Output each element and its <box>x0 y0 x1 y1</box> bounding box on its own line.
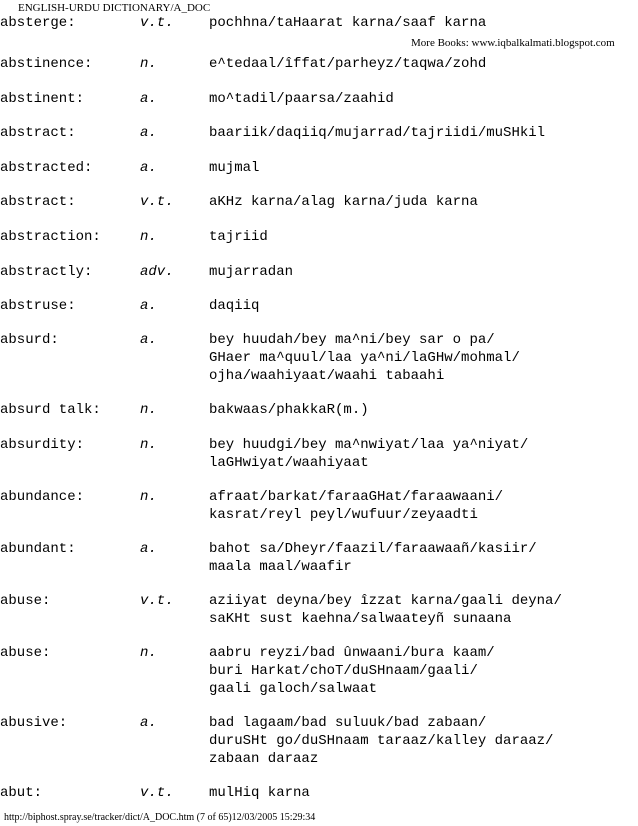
entry-part-of-speech: v.t. <box>140 785 174 801</box>
entry-meaning-line: pochhna/taHaarat karna/saaf karna <box>209 15 487 31</box>
entry-headword: abstraction: <box>0 229 101 245</box>
entry-part-of-speech: n. <box>140 437 157 453</box>
entry-headword: abstracted: <box>0 160 93 176</box>
entry-meaning-line: ojha/waahiyaat/waahi tabaahi <box>209 368 445 384</box>
page-footer-url: http://biphost.spray.se/tracker/dict/A_DOC.htm (7 of 65)12/03/2005 15:29:34 <box>4 812 316 823</box>
entry-part-of-speech: n. <box>140 402 157 418</box>
entry-meaning-line: saKHt sust kaehna/salwaateyñ sunaana <box>209 611 512 627</box>
entry-meaning <box>209 331 520 385</box>
entry-meaning-line: bad lagaam/bad suluuk/bad zabaan/ <box>209 715 487 731</box>
entry-meaning-line: GHaer ma^quul/laa ya^ni/laGHw/mohmal/ <box>209 350 520 366</box>
entry-headword: abstinence: <box>0 56 93 72</box>
entry-part-of-speech: a. <box>140 298 157 314</box>
entry-meaning <box>209 55 486 73</box>
promo-link-text: More Books: www.iqbalkalmati.blogspot.com <box>411 37 615 49</box>
entry-meaning <box>209 540 537 576</box>
entry-part-of-speech: n. <box>140 489 157 505</box>
entry-part-of-speech: n. <box>140 645 157 661</box>
entry-headword: abstractly: <box>0 264 93 280</box>
entry-meaning-line: duruSHt go/duSHnaam taraaz/kalley daraaz/ <box>209 733 554 749</box>
entry-headword: absurd talk: <box>0 402 101 418</box>
entry-headword: absterge: <box>0 15 76 31</box>
entry-meaning-line: bey huudah/bey ma^ni/bey sar o pa/ <box>209 332 495 348</box>
entry-part-of-speech: a. <box>140 541 157 557</box>
entry-meaning <box>209 90 394 108</box>
entry-meaning-line: aabru reyzi/bad ûnwaani/bura kaam/ <box>209 645 495 661</box>
entry-meaning-line: aKHz karna/alag karna/juda karna <box>209 194 478 210</box>
entry-headword: abuse: <box>0 593 51 609</box>
entry-headword: absurd: <box>0 332 59 348</box>
entry-headword: abstract: <box>0 194 76 210</box>
entry-meaning <box>209 14 486 32</box>
entry-meaning <box>209 159 259 177</box>
entry-headword: abundant: <box>0 541 76 557</box>
entry-meaning-line: tajriid <box>209 229 268 245</box>
entry-meaning <box>209 193 478 211</box>
entry-part-of-speech: n. <box>140 56 157 72</box>
entry-meaning-line: buri Harkat/choT/duSHnaam/gaali/ <box>209 663 478 679</box>
entry-meaning <box>209 124 545 142</box>
entry-part-of-speech: a. <box>140 91 157 107</box>
entry-part-of-speech: a. <box>140 715 157 731</box>
entry-part-of-speech: v.t. <box>140 593 174 609</box>
entry-meaning-line: baariik/daqiiq/mujarrad/tajriidi/muSHkil <box>209 125 546 141</box>
entry-meaning <box>209 297 259 315</box>
entry-headword: abstinent: <box>0 91 85 107</box>
entry-meaning-line: maala maal/waafir <box>209 559 352 575</box>
entry-meaning <box>209 488 503 524</box>
entry-part-of-speech: a. <box>140 160 157 176</box>
entry-part-of-speech: v.t. <box>140 15 174 31</box>
entry-headword: abundance: <box>0 489 85 505</box>
entry-meaning-line: mujarradan <box>209 264 294 280</box>
entry-part-of-speech: v.t. <box>140 194 174 210</box>
entry-meaning <box>209 228 268 246</box>
entry-meaning-line: afraat/barkat/faraaGHat/faraawaani/ <box>209 489 504 505</box>
entry-headword: abusive: <box>0 715 68 731</box>
entry-meaning-line: e^tedaal/îffat/parheyz/taqwa/zohd <box>209 56 487 72</box>
entry-meaning <box>209 436 528 472</box>
entry-meaning <box>209 592 562 628</box>
entry-meaning-line: zabaan daraaz <box>209 751 319 767</box>
entry-meaning-line: kasrat/reyl peyl/wufuur/zeyaadti <box>209 507 478 523</box>
entry-meaning-line: gaali galoch/salwaat <box>209 681 378 697</box>
entry-meaning-line: bahot sa/Dheyr/faazil/faraawaañ/kasiir/ <box>209 541 537 557</box>
entry-meaning-line: laGHwiyat/waahiyaat <box>209 455 369 471</box>
entry-headword: abuse: <box>0 645 51 661</box>
entry-meaning <box>209 263 293 281</box>
document-header-title: ENGLISH-URDU DICTIONARY/A_DOC <box>18 2 211 14</box>
entry-part-of-speech: adv. <box>140 264 174 280</box>
entry-part-of-speech: a. <box>140 332 157 348</box>
entry-part-of-speech: a. <box>140 125 157 141</box>
entry-meaning <box>209 784 310 802</box>
entry-meaning-line: daqiiq <box>209 298 260 314</box>
entry-meaning-line: bey huudgi/bey ma^nwiyat/laa ya^niyat/ <box>209 437 529 453</box>
entry-headword: abstruse: <box>0 298 76 314</box>
entry-headword: absurdity: <box>0 437 85 453</box>
entry-meaning <box>209 714 553 768</box>
entry-meaning <box>209 644 495 698</box>
entry-meaning-line: aziiyat deyna/bey îzzat karna/gaali deyna/ <box>209 593 562 609</box>
entry-meaning-line: mo^tadil/paarsa/zaahid <box>209 91 394 107</box>
entry-meaning-line: mujmal <box>209 160 260 176</box>
entry-meaning <box>209 401 369 419</box>
entry-headword: abstract: <box>0 125 76 141</box>
entry-meaning-line: bakwaas/phakkaR(m.) <box>209 402 369 418</box>
entry-part-of-speech: n. <box>140 229 157 245</box>
entry-headword: abut: <box>0 785 43 801</box>
entry-meaning-line: mulHiq karna <box>209 785 310 801</box>
